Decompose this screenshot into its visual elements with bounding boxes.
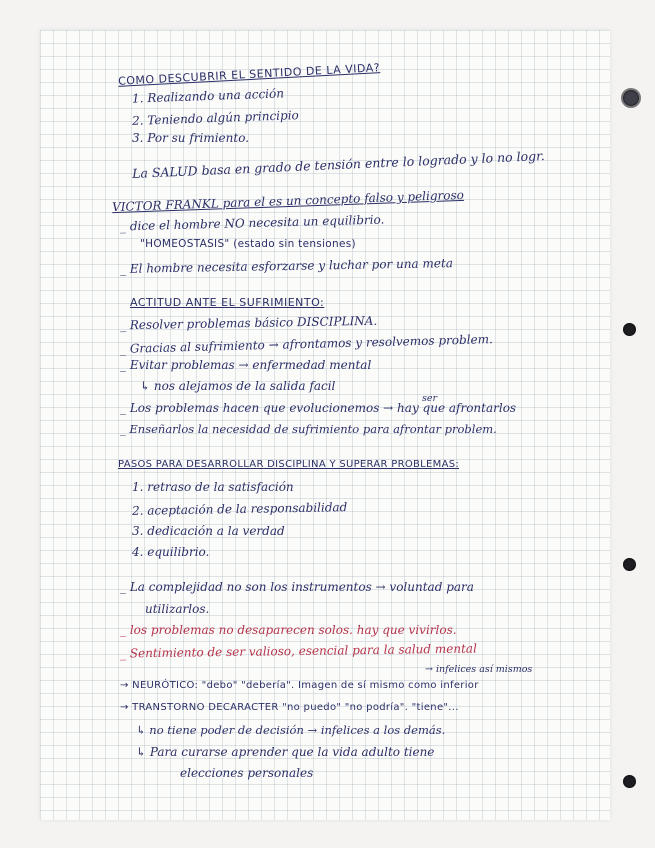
pasos-item: 3. dedicación a la verdad [132,524,285,538]
actitud-line: _ Enseñarlos la necesidad de sufrimiento para afrontar problem. [120,422,497,436]
pasos-item: 4. equilibrio. [132,545,210,559]
binder-hole-icon [623,323,636,336]
intro-item: 3. Por su frimiento. [132,131,250,145]
actitud-line: _ Resolver problemas básico DISCIPLINA. [119,313,378,333]
neurotico-line: → NEURÓTICO: "debo" "debería". Imagen de sí mismo como inferior [120,680,479,691]
actitud-line: _ Los problemas hacen que evolucionemos → hay que afrontarlos [120,401,517,415]
page-title: COMO DESCUBRIR EL SENTIDO DE LA VIDA? [117,61,381,88]
binder-hole-icon [623,558,636,571]
frankl-line: "HOMEOSTASIS" (estado sin tensiones) [140,238,356,250]
binder-hole-icon [623,775,636,788]
pasos-item: 2. aceptación de la responsabilidad [131,500,348,518]
intro-item: 2. Teniendo algún principio [131,108,299,128]
transtorno-sub: ↳ Para curarse aprender que la vida adulto tiene [136,745,435,759]
actitud-line: ↳ nos alejamos de la salida facil [140,379,336,393]
pasos-heading: PASOS PARA DESARROLLAR DISCIPLINA Y SUPERAR PROBLEMAS: [118,459,460,470]
actitud-note: ser [422,393,438,404]
complejidad-line: _ La complejidad no son los instrumentos → voluntad para [120,580,474,594]
frankl-line: _ dice el hombre NO necesita un equilibrio. [119,212,385,234]
transtorno-sub: elecciones personales [180,766,314,780]
actitud-line: _ Gracias al sufrimiento → afrontamos y resolvemos problem. [119,332,493,356]
red-line: _ los problemas no desaparecen solos. hay que vivirlos. [120,623,457,637]
actitud-heading: ACTITUD ANTE EL SUFRIMIENTO: [130,296,325,309]
pasos-item: 1. retraso de la satisfación [132,480,294,494]
notebook-page [40,30,610,820]
intro-item: 1. Realizando una acción [131,86,285,106]
transtorno-line: → TRANSTORNO DECARACTER "no puedo" "no podría". "tiene"... [120,702,459,713]
complejidad-line: utilizarlos. [145,602,210,616]
frankl-line: _ El hombre necesita esforzarse y luchar por una meta [119,256,454,276]
salud-line: La SALUD basa en grado de tensión entre lo logrado y lo no logr. [131,148,545,181]
actitud-line: _ Evitar problemas → enfermedad mental [120,358,372,372]
frankl-heading: VICTOR FRANKL para el es un concepto falso y peligroso [111,187,465,215]
neurotico-note: → infelices así mismos [425,664,533,675]
red-line: _ Sentimiento de ser valioso, esencial para la salud mental [119,641,477,661]
transtorno-sub: ↳ no tiene poder de decisión → infelices a los demás. [136,723,446,737]
binder-hole-icon [621,88,641,108]
